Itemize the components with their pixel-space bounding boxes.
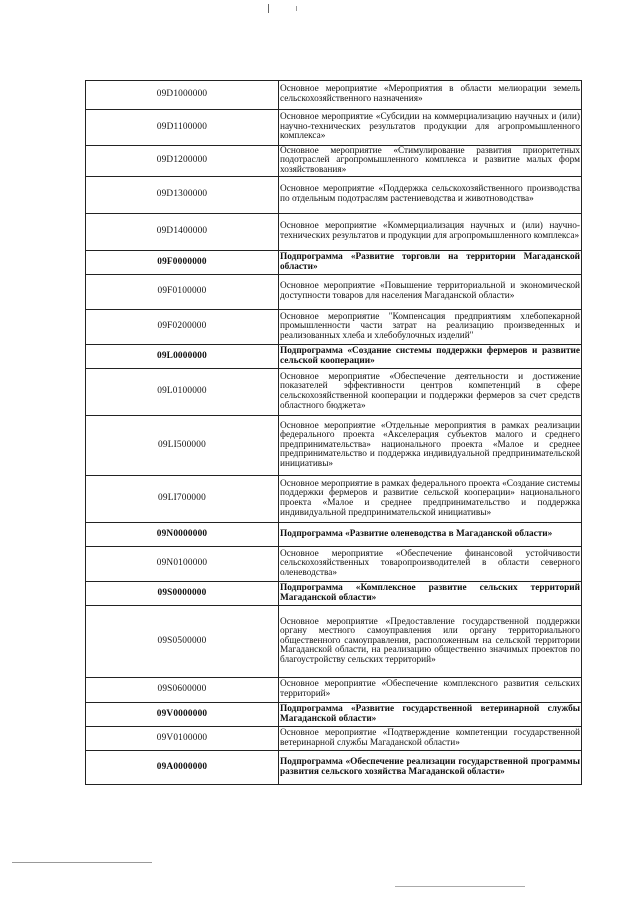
description-cell: Основное мероприятие «Поддержка сельскохозяйственного производства по отдельным подотраслям растениеводства и животноводства» <box>279 177 582 214</box>
code-cell: 09V0100000 <box>86 727 279 751</box>
code-cell: 09L0100000 <box>86 369 279 416</box>
table-row <box>86 678 582 703</box>
description-cell: Основное мероприятие «Обеспечение финансовой устойчивости сельскохозяйственных товаропроизводителей в области северного оленеводства» <box>279 547 582 582</box>
table-body <box>86 81 582 785</box>
scan-line <box>12 862 152 863</box>
code-cell: 09N0100000 <box>86 547 279 582</box>
description-cell: Основное мероприятие «Субсидии на коммерциализацию научных и (или) научно-технических результатов продукции для агропромышленного комплекса» <box>279 110 582 146</box>
table-row <box>86 703 582 727</box>
table-row <box>86 727 582 751</box>
table-row <box>86 369 582 416</box>
code-cell: 09V0000000 <box>86 703 279 727</box>
table-row <box>86 606 582 678</box>
code-cell: 09D1300000 <box>86 177 279 214</box>
scan-line <box>395 886 525 887</box>
budget-code-table <box>85 80 582 785</box>
table-row <box>86 345 582 369</box>
description-cell: Основное мероприятие «Повышение территориальной и экономической доступности товаров для населения Магаданской области» <box>279 275 582 310</box>
table-row <box>86 214 582 251</box>
table-row <box>86 81 582 110</box>
scan-mark <box>296 6 297 11</box>
description-cell: Подпрограмма «Комплексное развитие сельских территорий Магаданской области» <box>279 582 582 606</box>
code-cell: 09S0500000 <box>86 606 279 678</box>
description-cell: Основное мероприятие "Компенсация предприятиям хлебопекарной промышленности части затрат на реализацию произведенных и реализованных хлеба и хлебобулочных изделий" <box>279 310 582 345</box>
code-cell: 09F0000000 <box>86 251 279 275</box>
code-cell: 09D1000000 <box>86 81 279 110</box>
table-row <box>86 310 582 345</box>
description-cell: Основное мероприятие «Мероприятия в области мелиорации земель сельскохозяйственного назначения» <box>279 81 582 110</box>
description-cell: Основное мероприятие «Подтверждение компетенции государственной ветеринарной службы Магаданской области» <box>279 727 582 751</box>
table-row <box>86 146 582 177</box>
table-row <box>86 416 582 476</box>
description-cell: Основное мероприятие «Предоставление государственной поддержки органу местного самоуправления или органу территориального общественного самоуправления, расположенным на сельской территории Магаданской области, на реализацию общественно значимых проектов по благоустройству сельских территорий» <box>279 606 582 678</box>
table-row <box>86 751 582 785</box>
code-cell: 09S0600000 <box>86 678 279 703</box>
table-row <box>86 476 582 523</box>
description-cell: Подпрограмма «Создание системы поддержки фермеров и развитие сельской кооперации» <box>279 345 582 369</box>
code-cell: 09LI500000 <box>86 416 279 476</box>
description-cell: Подпрограмма «Развитие государственной ветеринарной службы Магаданской области» <box>279 703 582 727</box>
code-cell: 09A0000000 <box>86 751 279 785</box>
code-cell: 09D1200000 <box>86 146 279 177</box>
code-cell: 09F0100000 <box>86 275 279 310</box>
table-row <box>86 582 582 606</box>
table-row <box>86 177 582 214</box>
scan-mark <box>268 4 269 13</box>
table-row <box>86 523 582 547</box>
description-cell: Основное мероприятие «Отдельные мероприятия в рамках реализации федерального проекта «Акселерация субъектов малого и среднего предпринимательства» национального проекта «Малое и среднее предпринимательство и поддержка индивидуальной предпринимательской инициативы» <box>279 416 582 476</box>
table-row <box>86 251 582 275</box>
code-cell: 09L0000000 <box>86 345 279 369</box>
description-cell: Основное мероприятие «Обеспечение комплексного развития сельских территорий» <box>279 678 582 703</box>
code-cell: 09LI700000 <box>86 476 279 523</box>
code-cell: 09N0000000 <box>86 523 279 547</box>
description-cell: Основное мероприятие «Обеспечение деятельности и достижение показателей эффективности центров компетенций в сфере сельскохозяйственной кооперации и поддержки фермеров за счет средств областного бюджета» <box>279 369 582 416</box>
code-cell: 09F0200000 <box>86 310 279 345</box>
code-cell: 09S0000000 <box>86 582 279 606</box>
description-cell: Подпрограмма «Обеспечение реализации государственной программы развития сельского хозяйства Магаданской области» <box>279 751 582 785</box>
code-cell: 09D1100000 <box>86 110 279 146</box>
code-cell: 09D1400000 <box>86 214 279 251</box>
description-cell: Подпрограмма «Развитие оленеводства в Магаданской области» <box>279 523 582 547</box>
description-cell: Основное мероприятие «Коммерциализация научных и (или) научно-технических результатов и продукции для агропромышленного комплекса» <box>279 214 582 251</box>
description-cell: Основное мероприятие в рамках федерального проекта «Создание системы поддержки фермеров и развитие сельской кооперации» национального проекта «Малое и среднее предпринимательство и поддержка индивидуальной предпринимательской инициативы» <box>279 476 582 523</box>
table-row <box>86 110 582 146</box>
description-cell: Основное мероприятие «Стимулирование развития приоритетных подотраслей агропромышленного комплекса и развитие малых форм хозяйствования» <box>280 145 580 175</box>
table-row <box>86 275 582 310</box>
description-cell: Подпрограмма «Развитие торговли на территории Магаданской области» <box>279 251 582 275</box>
table-row <box>86 547 582 582</box>
